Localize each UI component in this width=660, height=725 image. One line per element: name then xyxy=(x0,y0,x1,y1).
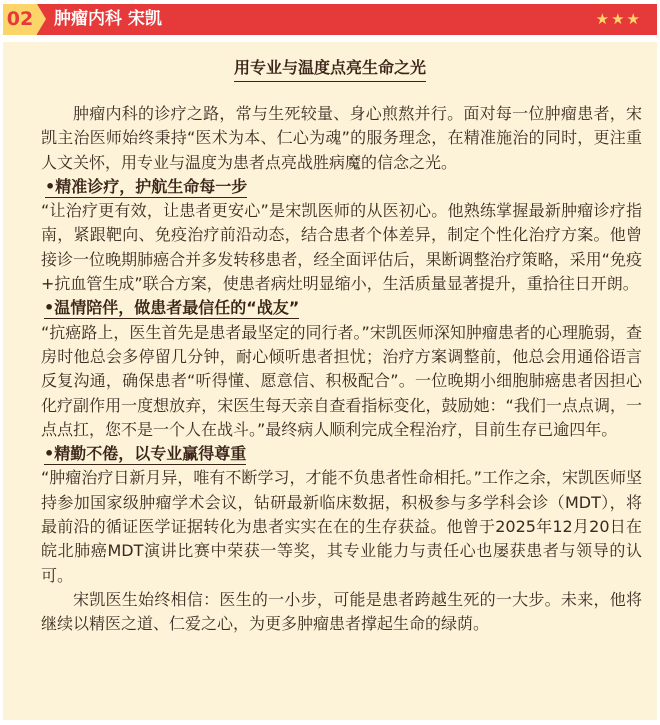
stars-icon: ★★★ xyxy=(595,10,642,28)
closing-paragraph: 宋凯医生始终相信：医生的一小步，可能是患者跨越生死的一大步。未来，他将继续以精医之道、仁爱之心，为更多肿瘤患者撑起生命的绿荫。 xyxy=(41,589,642,634)
section-paragraph: “让治疗更有效，让患者更安心”是宋凯医师的从医初心。他熟练掌握最新肿瘤诊疗指南，紧跟靶向、免疫治疗前沿动态，结合患者个体差异，制定个性化治疗方案。他曾接诊一位晚期肺癌合并多发转移患者，经全面评估后，果断调整治疗策略，采用“免疫+抗血管生成”联合方案，使患者病灶明显缩小，生活质量显著提升，重拾往日开朗。 xyxy=(41,201,642,294)
chevron-icon xyxy=(37,4,46,34)
section-heading: •精准诊疗，护航生命每一步 xyxy=(45,176,248,196)
section-number: 02 xyxy=(3,4,37,35)
article-title: 用专业与温度点亮生命之光 xyxy=(234,58,426,82)
section-paragraph: “抗癌路上，医生首先是患者最坚定的同行者。”宋凯医师深知肿瘤患者的心理脆弱，查房时他总会多停留几分钟，耐心倾听患者担忧；治疗方案调整前，他总会用通俗语言反复沟通，确保患者“听得懂、愿意信、积极配合”。一位晚期小细胞肺癌患者因担心化疗副作用一度想放弃，宋医生每天亲自查看指标变化，鼓励她：“我们一点点调，一点点扛，您不是一个人在战斗。”最终病人顺利完成全程治疗，目前生存已逾四年。 xyxy=(41,322,642,439)
article-body xyxy=(41,102,642,637)
article-title-wrap xyxy=(0,58,660,82)
intro-paragraph: 肿瘤内科的诊疗之路，常与生死较量、身心煎熬并行。面对每一位肿瘤患者，宋凯主治医师始终秉持“医术为本、仁心为魂”的服务理念，在精准施治的同时，更注重人文关怀，用专业与温度为患者点亮战胜病魔的信念之光。 xyxy=(41,104,642,172)
section-heading: •温情陪伴，做患者最信任的“战友” xyxy=(44,298,300,318)
section-heading: •精勤不倦，以专业赢得尊重 xyxy=(44,444,247,464)
section-paragraph: “肿瘤治疗日新月异，唯有不断学习，才能不负患者性命相托。”工作之余，宋凯医师坚持参加国家级肿瘤学术会议，钻研最新临床数据，积极参与多学科会诊（MDT），将最前沿的循证医学证据转化为患者实实在在的生存获益。他曾于2025年12月20日在皖北肺癌MDT演讲比赛中荣获一等奖，其专业能力与责任心也屡获患者与领导的认可。 xyxy=(41,468,642,585)
section-title: 肿瘤内科 宋凯 xyxy=(54,9,162,29)
